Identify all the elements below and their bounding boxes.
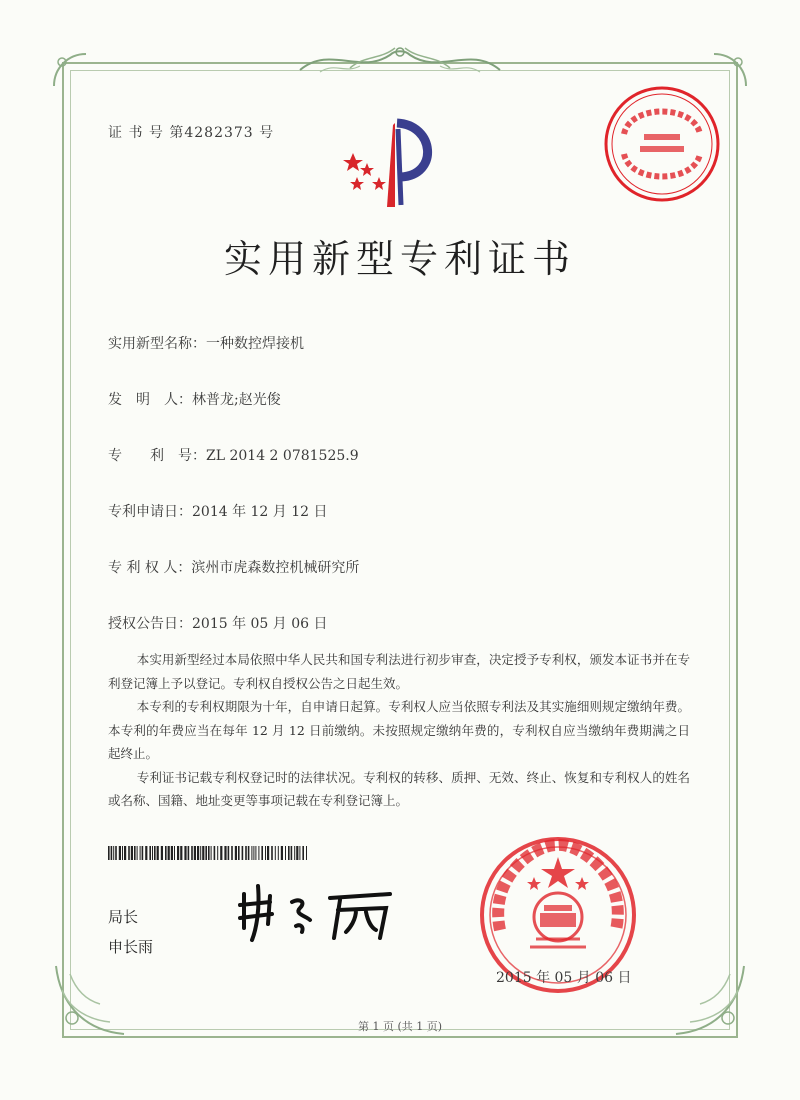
field-label: 发 明 人： — [108, 392, 192, 408]
barcode-bar — [184, 846, 186, 860]
barcode-bar — [161, 846, 163, 860]
agent-seal-stamp — [600, 82, 725, 207]
field-value: 林普龙;赵光俊 — [192, 392, 281, 408]
field-value: 一种数控焊接机 — [206, 336, 304, 352]
body-paragraph: 本专利的专利权期限为十年，自申请日起算。专利权人应当依照专利法及其实施细则规定缴纳年费。本专利的年费应当在每年 12 月 12 日前缴纳。未按照规定缴纳年费的，专利权自应当缴纳年费期满之日起终止。 — [108, 699, 690, 761]
barcode-bar — [197, 846, 199, 860]
barcode-bar — [224, 846, 226, 860]
barcode-bar — [302, 846, 304, 860]
field-value: 2014 年 12 月 12 日 — [192, 504, 328, 520]
utility-model-name-field — [108, 333, 304, 353]
field-value: 滨州市虎森数控机械研究所 — [191, 560, 360, 576]
barcode-bar — [267, 846, 269, 860]
barcode-bar — [306, 846, 307, 860]
barcode-bar — [205, 846, 207, 860]
barcode-bar — [211, 846, 212, 860]
barcode-bar — [285, 846, 286, 860]
seal-date: 2015 年 05 月 06 日 — [496, 970, 632, 986]
barcode-bar — [291, 846, 293, 860]
barcode-bar — [231, 846, 233, 860]
barcode-bar — [214, 846, 216, 860]
director-name: 申长雨 — [108, 938, 154, 956]
barcode-bar — [251, 846, 252, 860]
barcode-bar — [152, 846, 153, 860]
grant-date-field — [108, 613, 328, 633]
barcode-bar — [188, 846, 190, 860]
top-ornament — [290, 40, 510, 80]
barcode-bar — [208, 846, 210, 860]
certificate-number: 证 书 号 第4282373 号 — [108, 125, 275, 141]
barcode-bar — [265, 846, 266, 860]
barcode-bar — [191, 846, 193, 860]
barcode-bar — [145, 846, 147, 860]
barcode-bar — [202, 846, 204, 860]
barcode-bar — [238, 846, 240, 860]
barcode-bar — [154, 846, 156, 860]
barcode-bar — [288, 846, 290, 860]
field-label: 专 利 权 人： — [108, 560, 192, 576]
barcode-bar — [122, 846, 123, 860]
corner-ornament-top-left — [50, 50, 90, 90]
barcode-bar — [296, 846, 298, 860]
director-signature — [230, 880, 400, 945]
barcode-bar — [137, 846, 138, 860]
barcode-bar — [113, 846, 114, 860]
barcode-bar — [177, 846, 179, 860]
barcode-bar — [194, 846, 196, 860]
patentee-field — [108, 557, 359, 577]
inventor-field — [108, 389, 281, 409]
field-label: 专利申请日： — [108, 504, 192, 520]
barcode-bar — [111, 846, 113, 860]
certificate-title: 实用新型专利证书 — [223, 237, 576, 281]
barcode — [108, 846, 308, 860]
barcode-bar — [294, 846, 295, 860]
barcode-bar — [134, 846, 136, 860]
barcode-bar — [248, 846, 250, 860]
barcode-bar — [108, 846, 110, 860]
barcode-bar — [217, 846, 218, 860]
barcode-bar — [115, 846, 117, 860]
application-date-field — [108, 501, 328, 521]
barcode-bar — [253, 846, 254, 860]
barcode-bar — [228, 846, 230, 860]
barcode-bar — [168, 846, 170, 860]
barcode-bar — [258, 846, 259, 860]
barcode-bar — [200, 846, 201, 860]
barcode-bar — [235, 846, 237, 860]
barcode-bar — [261, 846, 263, 860]
barcode-bar — [157, 846, 159, 860]
barcode-bar — [149, 846, 151, 860]
body-paragraph: 专利证书记载专利权登记时的法律状况。专利权的转移、质押、无效、终止、恢复和专利权人的姓名或名称、国籍、地址变更等事项记载在专利登记簿上。 — [108, 769, 690, 808]
barcode-bar — [171, 846, 173, 860]
barcode-bar — [174, 846, 175, 860]
barcode-bar — [142, 846, 144, 860]
field-value: ZL 2014 2 0781525.9 — [206, 448, 359, 464]
field-label: 专 利 号： — [108, 448, 206, 464]
body-paragraph: 本实用新型经过本局依照中华人民共和国专利法进行初步审查，决定授予专利权，颁发本证书并在专利登记簿上予以登记。专利权自授权公告之日起生效。 — [108, 652, 690, 691]
director-title: 局长 — [108, 908, 139, 926]
barcode-bar — [124, 846, 126, 860]
page-number: 第 1 页 (共 1 页) — [357, 1020, 443, 1033]
barcode-bar — [165, 846, 167, 860]
barcode-bar — [271, 846, 273, 860]
certificate-body — [108, 648, 690, 813]
barcode-bar — [140, 846, 141, 860]
barcode-bar — [245, 846, 247, 860]
barcode-bar — [119, 846, 121, 860]
barcode-bar — [131, 846, 133, 860]
patent-office-logo — [335, 115, 445, 215]
field-label: 授权公告日： — [108, 616, 192, 632]
patent-number-field — [108, 445, 359, 465]
barcode-bar — [128, 846, 130, 860]
barcode-bar — [275, 846, 276, 860]
barcode-bar — [242, 846, 244, 860]
barcode-bar — [180, 846, 182, 860]
barcode-bar — [255, 846, 256, 860]
barcode-bar — [278, 846, 279, 860]
field-label: 实用新型名称： — [108, 336, 206, 352]
barcode-bar — [281, 846, 283, 860]
field-value: 2015 年 05 月 06 日 — [192, 616, 328, 632]
barcode-bar — [220, 846, 222, 860]
barcode-bar — [299, 846, 300, 860]
